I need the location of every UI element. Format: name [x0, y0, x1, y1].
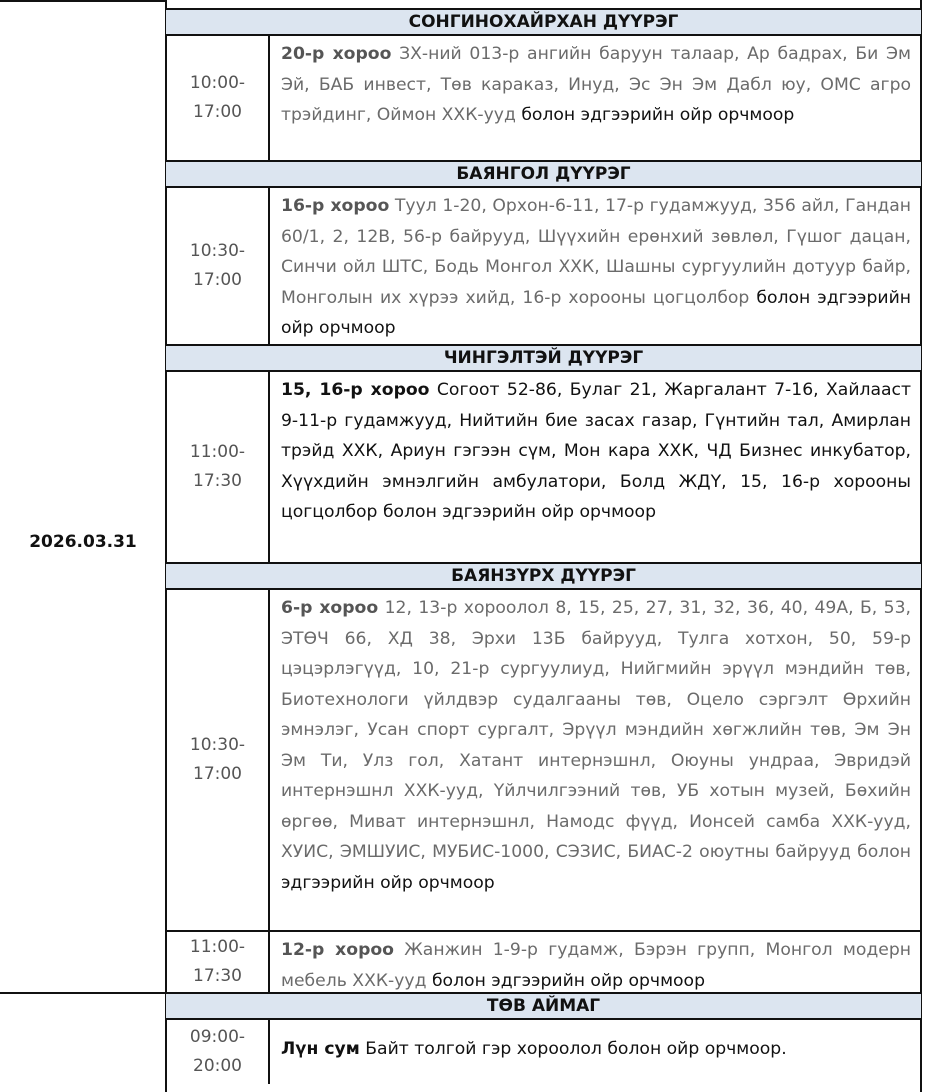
khoroo-label: 20-р хороо	[281, 44, 392, 64]
time-cell	[166, 1020, 269, 1084]
top-border-date	[0, 0, 166, 2]
location-cell	[269, 372, 921, 562]
table-row	[166, 372, 921, 562]
district-header-songinokhairkhan: СОНГИНОХАЙРХАН ДҮҮРЭГ	[166, 8, 921, 36]
places-text: Байт толгой гэр хороолол болон ойр орчмоор.	[365, 1039, 787, 1059]
time-start: 11:00-	[189, 937, 246, 957]
table-row	[166, 590, 921, 930]
time-end: 17:30	[193, 966, 242, 986]
time-end: 20:00	[193, 1056, 242, 1076]
time-end: 17:00	[193, 764, 242, 784]
time-end: 17:00	[193, 270, 242, 290]
location-cell	[269, 36, 921, 160]
time-column-border	[268, 36, 270, 160]
location-cell	[269, 590, 921, 930]
places-text: 12, 13-р хороолол 8, 15, 25, 27, 31, 32, 36, 40, 49А, Б, 53, ЭТӨЧ 66, ХД 38, Эрхи 13Б байрууд, Тулга хотхон, 50, 59-р цэцэрлэгүүд, 10, 21-р сургуулиуд, Нийгмийн эрүүл мэндийн төв, Биотехнологи үйлдвэр судалгааны төв, Оцело сэргэлт Өрхийн эмнэлэг, Усан спорт сургалт, Эрүүл мэндийн хөгжлийн төв, Эм Эн Эм Ти, Улз гол, Хатант интернэшнл, Оюуны ундраа, Эвридэй интернэшнл ХХК-ууд, Үйлчилгээний төв, УБ хотын музей, Бөхийн өргөө, Миват интернэшнл, Намодс фүүд, Ионсей самба ХХК-ууд, ХУИС, ЭМШУИС, МУБИС-1000, СЭЗИС, БИАС-2 оюутны байрууд болон	[281, 598, 912, 862]
suffix-text: болон эдгээрийн ойр орчмоор	[431, 970, 705, 991]
date-cell: 2026.03.31	[29, 532, 137, 552]
khoroo-label: 6-р хороо	[281, 598, 379, 618]
places-text: Туул 1-20, Орхон-6-11, 17-р гудамжууд, 356 айл, Гандан 60/1, 2, 12В, 56-р байрууд, Шүүхийн ерөнхий зөвлөл, Гүшог дацан, Синчи ойл ШТС, Бодь Монгол ХХК, Шашны сургуулийн дотуур байр, Монголын их хүрээ хийд, 16-р хорооны цогцолбор	[281, 196, 912, 308]
suffix-text: болон эдгээрийн ойр орчмоор	[521, 105, 795, 125]
time-column-border	[268, 372, 270, 562]
time-end: 17:30	[193, 471, 242, 491]
district-header-bayangol: БАЯНГОЛ ДҮҮРЭГ	[166, 160, 921, 188]
time-start: 11:00-	[189, 442, 246, 462]
suffix-text: болон эдгээрийн ойр орчмоор	[382, 502, 656, 522]
places-text: ЗХ-ний 013-р ангийн баруун талаар, Ар бадрах, Би Эм Эй, БАБ инвест, Төв караказ, Инуд, Эс Эн Эм Дабл юу, ОМС агро трэйдинг, Оймон ХХК-ууд	[281, 44, 911, 125]
location-cell	[269, 932, 921, 992]
time-cell	[166, 590, 269, 930]
table-row	[166, 932, 921, 992]
time-start: 10:00-	[189, 73, 246, 93]
time-start: 10:30-	[189, 735, 246, 755]
suffix-text: болон эдгээрийн ойр орчмоор	[281, 287, 911, 338]
places-text: Жанжин 1-9-р гудамж, Бэрэн групп, Монгол модерн мебель ХХК-ууд	[281, 940, 911, 991]
khoroo-label: Лүн сум	[281, 1039, 360, 1059]
khoroo-label: 15, 16-р хороо	[281, 380, 430, 400]
location-cell	[269, 188, 921, 344]
date-bottom-border	[0, 992, 166, 994]
table-row	[166, 1020, 921, 1084]
district-header-bayanzurkh: БАЯНЗҮРХ ДҮҮРЭГ	[166, 562, 921, 590]
places-text: Согоот 52-86, Булаг 21, Жаргалант 7-16, Хайлааст 9-11-р гудамжууд, Нийтийн бие засах газар, Гүнтийн тал, Амирлан трэйд ХХК, Ариун гэгээн сүм, Мон кара ХХК, ЧД Бизнес инкубатор, Хүүхдийн эмнэлгийн амбулатори, Болд ЖДҮ, 15, 16-р хорооны цогцолбор	[281, 380, 911, 522]
time-column-border	[268, 590, 270, 930]
khoroo-label: 12-р хороо	[281, 940, 394, 960]
time-column-border	[268, 932, 270, 992]
time-cell	[166, 36, 269, 160]
table-row	[166, 188, 921, 344]
time-end: 17:00	[193, 102, 242, 122]
time-column-border	[268, 1020, 270, 1084]
time-cell	[166, 932, 269, 992]
district-header-tov-aimag: ТӨВ АЙМАГ	[166, 992, 921, 1020]
district-header-chingeltei: ЧИНГЭЛТЭЙ ДҮҮРЭГ	[166, 344, 921, 372]
time-column-border	[268, 188, 270, 344]
location-cell	[269, 1020, 921, 1084]
time-start: 09:00-	[189, 1027, 246, 1047]
time-start: 10:30-	[189, 241, 246, 261]
suffix-text: эдгээрийн ойр орчмоор	[281, 872, 495, 893]
time-cell	[166, 188, 269, 344]
time-cell	[166, 372, 269, 562]
table-row	[166, 36, 921, 160]
khoroo-label: 16-р хороо	[281, 196, 390, 216]
